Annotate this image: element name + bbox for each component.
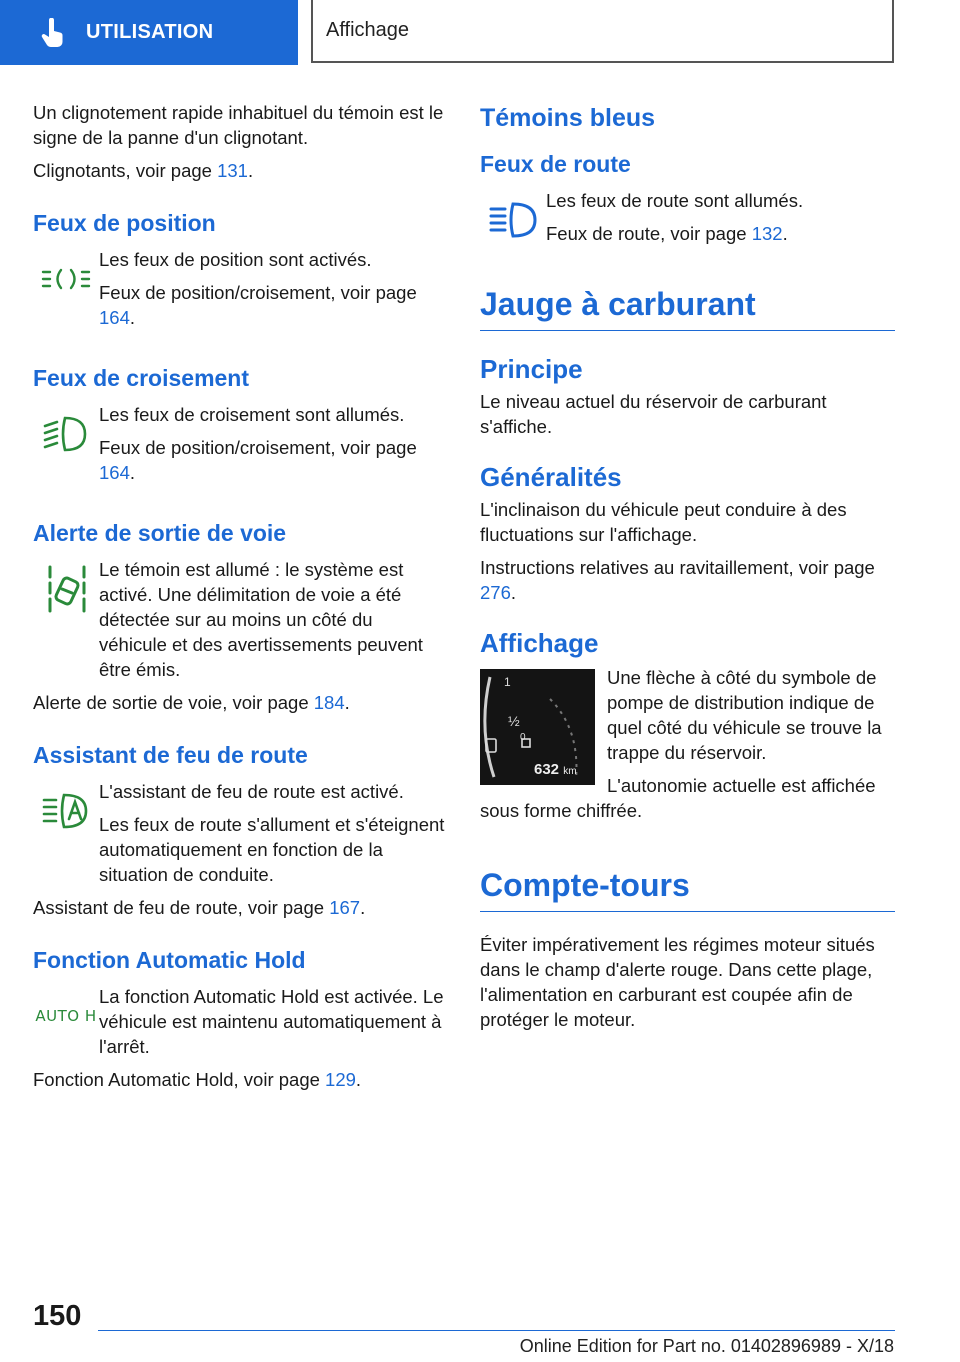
indicator-block (33, 984, 445, 1067)
page-link[interactable]: 132 (751, 223, 783, 244)
auto-hold-icon: AUTO H (35, 1007, 97, 1025)
paragraph: Clignotants, voir page 131. (33, 160, 254, 181)
section-heading: Feux de route (480, 151, 631, 177)
indicator-block (33, 779, 445, 895)
paragraph: Un clignotement rapide inhabituel du témoin est le signe de la panne d'un clignotant. (33, 102, 444, 148)
fuel-gauge-block (480, 665, 895, 831)
section-title: UTILISATION (86, 21, 214, 43)
indicator-block (33, 557, 445, 690)
paragraph: L'assistant de feu de route est activé. (99, 781, 404, 802)
paragraph: Les feux de route sont allumés. (546, 190, 804, 211)
paragraph: Fonction Automatic Hold, voir page 129. (33, 1069, 362, 1090)
gauge-empty-label: 0 (520, 732, 526, 743)
page-number: 150 (33, 1300, 82, 1332)
paragraph: Assistant de feu de route, voir page 167. (33, 897, 366, 918)
left-column (33, 100, 445, 1100)
indicator-block (480, 188, 895, 254)
paragraph: La fonction Automatic Hold est activée. Le véhicule est maintenu automatiquement à l'arrêt. (99, 986, 444, 1057)
paragraph: Le témoin est allumé : le système est activé. Une délimitation de voie a été détectée sur au moins un côté du véhicule et des avertissements peuvent être émis. (99, 559, 423, 680)
lane-departure-icon (33, 561, 99, 617)
paragraph: Les feux de route s'allument et s'éteignent automatiquement en fonction de la situation de conduite. (99, 814, 445, 885)
hand-pointer-icon (40, 18, 66, 48)
paragraph: Une flèche à côté du symbole de pompe de distribution indique de quel côté du véhicule se trouve la trappe du réservoir. (607, 667, 882, 763)
page-link[interactable]: 167 (329, 897, 361, 918)
page-link[interactable]: 276 (480, 582, 511, 603)
footer-divider (98, 1330, 895, 1331)
section-heading: Témoins bleus (480, 104, 656, 132)
paragraph: Le niveau actuel du réservoir de carburant s'affiche. (480, 391, 827, 437)
section-heading: Feux de croisement (33, 365, 250, 391)
chapter-heading: Jauge à carburant (480, 284, 895, 331)
paragraph: Les feux de position sont activés. (99, 249, 372, 270)
paragraph: Feux de position/croisement, voir page 164. (99, 437, 417, 483)
section-tab[interactable] (0, 0, 298, 65)
breadcrumb: Affichage (311, 0, 894, 63)
gauge-full-label: 1 (504, 675, 511, 689)
indicator-block (33, 402, 445, 493)
paragraph: Éviter impérativement les régimes moteur situés dans le champ d'alerte rouge. Dans cette plage, l'alimentation en carburant est coupée afin de protéger le moteur. (480, 934, 875, 1030)
section-heading: Feux de position (33, 210, 216, 236)
paragraph: Feux de route, voir page 132. (546, 223, 788, 244)
section-heading: Généralités (480, 462, 622, 492)
indicator-block (33, 247, 445, 338)
page-link[interactable]: 164 (99, 307, 130, 328)
chapter-heading: Compte-tours (480, 865, 895, 912)
paragraph: Alerte de sortie de voie, voir page 184. (33, 692, 350, 713)
gauge-range-value: 632 km (534, 761, 577, 778)
page-link[interactable]: 129 (325, 1069, 356, 1090)
paragraph: Feux de position/croisement, voir page 164. (99, 282, 417, 328)
paragraph: L'autonomie actuelle est affichée sous forme chiffrée. (480, 775, 876, 821)
fuel-gauge-image (480, 669, 595, 785)
section-heading: Assistant de feu de route (33, 742, 308, 768)
section-heading: Fonction Automatic Hold (33, 947, 306, 973)
right-column (480, 100, 895, 1040)
page-link[interactable]: 184 (313, 692, 345, 713)
high-beam-icon (480, 192, 546, 248)
low-beam-icon (33, 406, 99, 462)
paragraph: L'inclinaison du véhicule peut conduire à des fluctuations sur l'affichage. (480, 499, 847, 545)
gauge-half-label: ½ (508, 713, 520, 729)
high-beam-assistant-icon (33, 783, 99, 839)
page-link[interactable]: 131 (217, 160, 248, 181)
section-heading: Principe (480, 354, 583, 384)
edition-note: Online Edition for Part no. 01402896989 - X/18 (519, 1336, 894, 1356)
page-link[interactable]: 164 (99, 462, 130, 483)
section-heading: Alerte de sortie de voie (33, 520, 287, 546)
paragraph: Instructions relatives au ravitaillement, voir page 276. (480, 557, 875, 603)
paragraph: Les feux de croisement sont allumés. (99, 404, 405, 425)
section-heading: Affichage (480, 628, 599, 658)
position-lights-icon (33, 251, 99, 307)
